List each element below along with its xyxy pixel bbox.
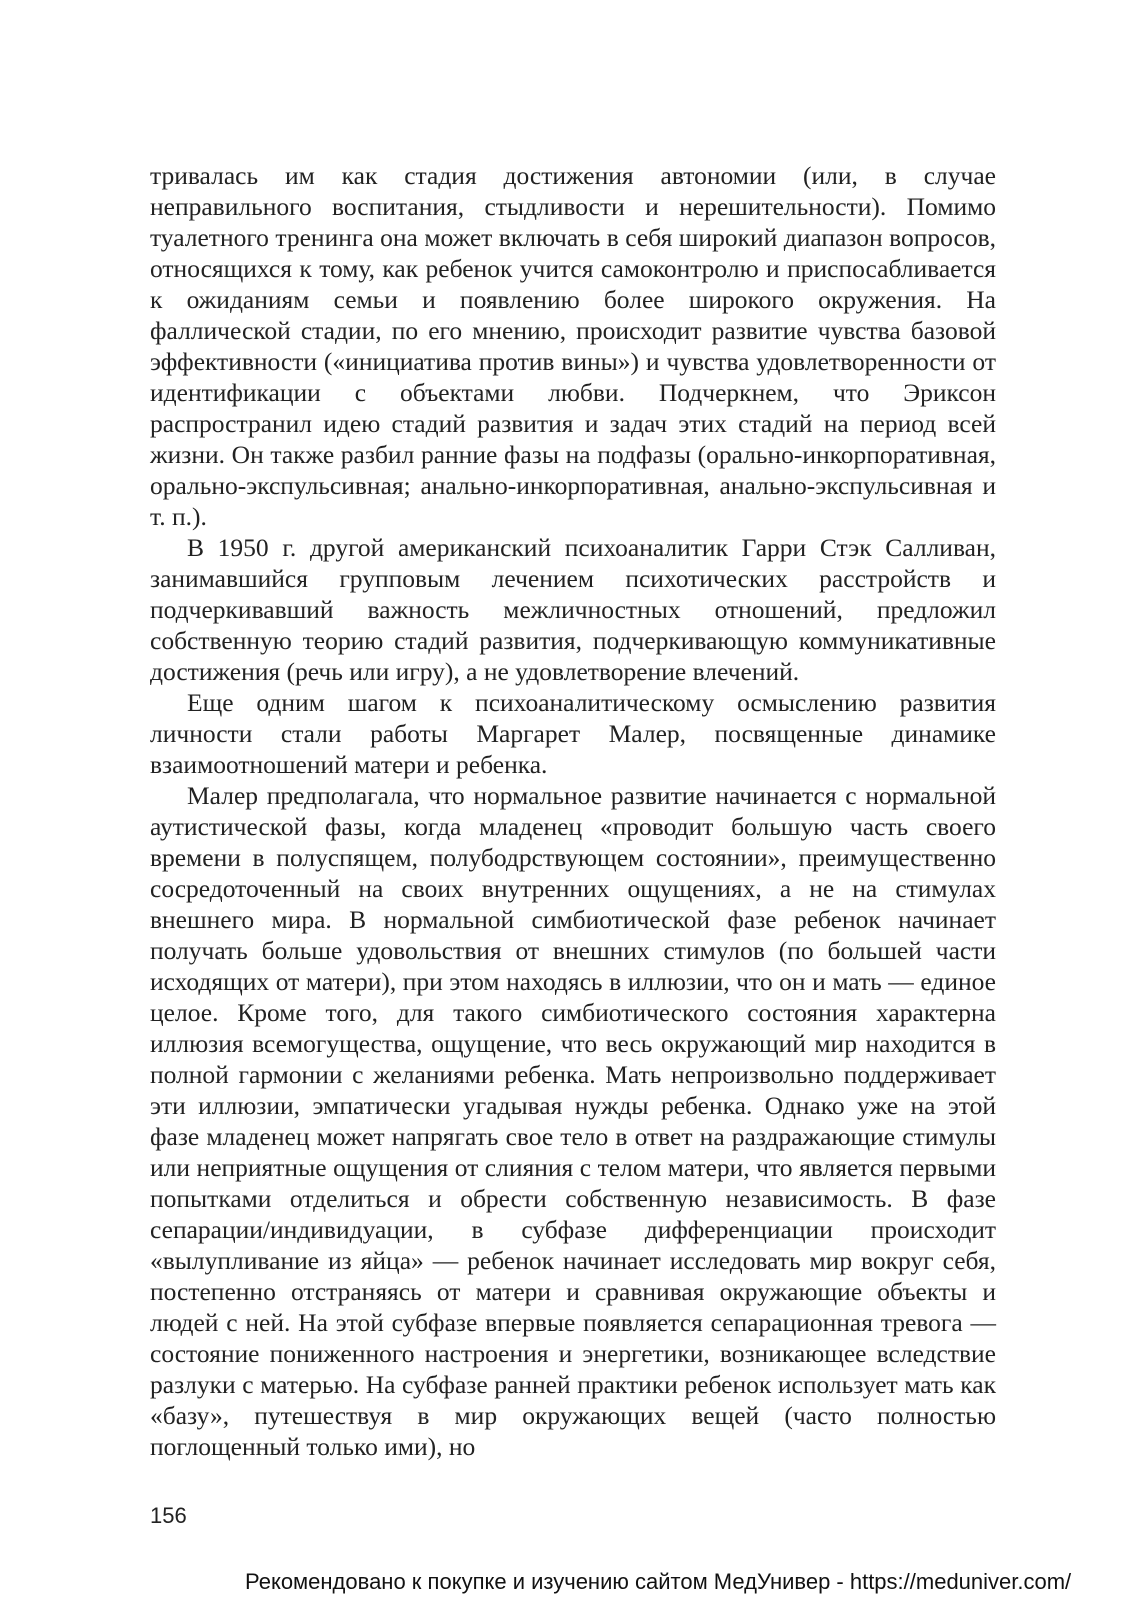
paragraph-mahler-phases: Малер предполагала, что нормальное развитие начинается с нормальной аутистической фазы, когда младенец «проводит большую часть своего времени в полуспящем, полубодрствующем состоянии», преимущественно сосредоточенный на своих внутренних ощущениях, а не на стимулах внешнего мира. В нормальной симбиотической фазе ребенок начинает получать больше удовольствия от внешних стимулов (по большей части исходящих от матери), при этом находясь в иллюзии, что он и мать — единое целое. Кроме того, для такого симбиотического состояния характерна иллюзия всемогущества, ощущение, что весь окружающий мир находится в полной гармонии с желаниями ребенка. Мать непроизвольно поддерживает эти иллюзии, эмпатически угадывая нужды ребенка. Однако уже на этой фазе младенец может напрягать свое тело в ответ на раздражающие стимулы или неприятные ощущения от слияния с телом матери, что является первыми попытками отделиться и обрести собственную независимость. В фазе сепарации/индивидуации, в субфазе дифференциации происходит «вылупливание из яйца» — ребенок начинает исследовать мир вокруг себя, постепенно отстраняясь от матери и сравнивая окружающие объекты и людей с ней. На этой субфазе впервые появляется сепарационная тревога — состояние пониженного настроения и энергетики, возникающее вследствие разлуки с матерью. На субфазе ранней практики ребенок использует мать как «базу», путешествуя в мир окружающих вещей (часто полностью поглощенный только ими), но xyxy=(150,781,996,1461)
paragraph-sullivan: В 1950 г. другой американский психоаналитик Гарри Стэк Салливан, занимавшийся групповым лечением психотических расстройств и подчеркивавший важность межличностных отношений, предложил собственную теорию стадий развития, подчеркивающую коммуникативные достижения (речь или игру), а не удовлетворение влечений. xyxy=(150,533,996,686)
paragraph-continuation: тривалась им как стадия достижения автономии (или, в случае неправильного воспитания, стыдливости и нерешительности). Помимо туалетного тренинга она может включать в себя широкий диапазон вопросов, относящихся к тому, как ребенок учится самоконтролю и приспосабливается к ожиданиям семьи и появлению более широкого окружения. На фаллической стадии, по его мнению, происходит развитие чувства базовой эффективности («инициатива против вины») и чувства удовлетворенности от идентификации с объектами любви. Подчеркнем, что Эриксон распространил идею стадий развития и задач этих стадий на период всей жизни. Он также разбил ранние фазы на подфазы (орально-инкорпоративная, орально-экспульсивная; анально-инкорпоративная, анально-экспульсивная и т. п.). xyxy=(150,161,996,531)
page-number: 156 xyxy=(150,1503,187,1528)
footer-recommendation: Рекомендовано к покупке и изучению сайтом МедУнивер - https://meduniver.com/ xyxy=(245,1569,1072,1594)
paragraph-mahler-intro: Еще одним шагом к психоаналитическому осмыслению развития личности стали работы Маргарет Малер, посвященные динамике взаимоотношений матери и ребенка. xyxy=(150,688,996,779)
body-text xyxy=(150,160,996,1462)
